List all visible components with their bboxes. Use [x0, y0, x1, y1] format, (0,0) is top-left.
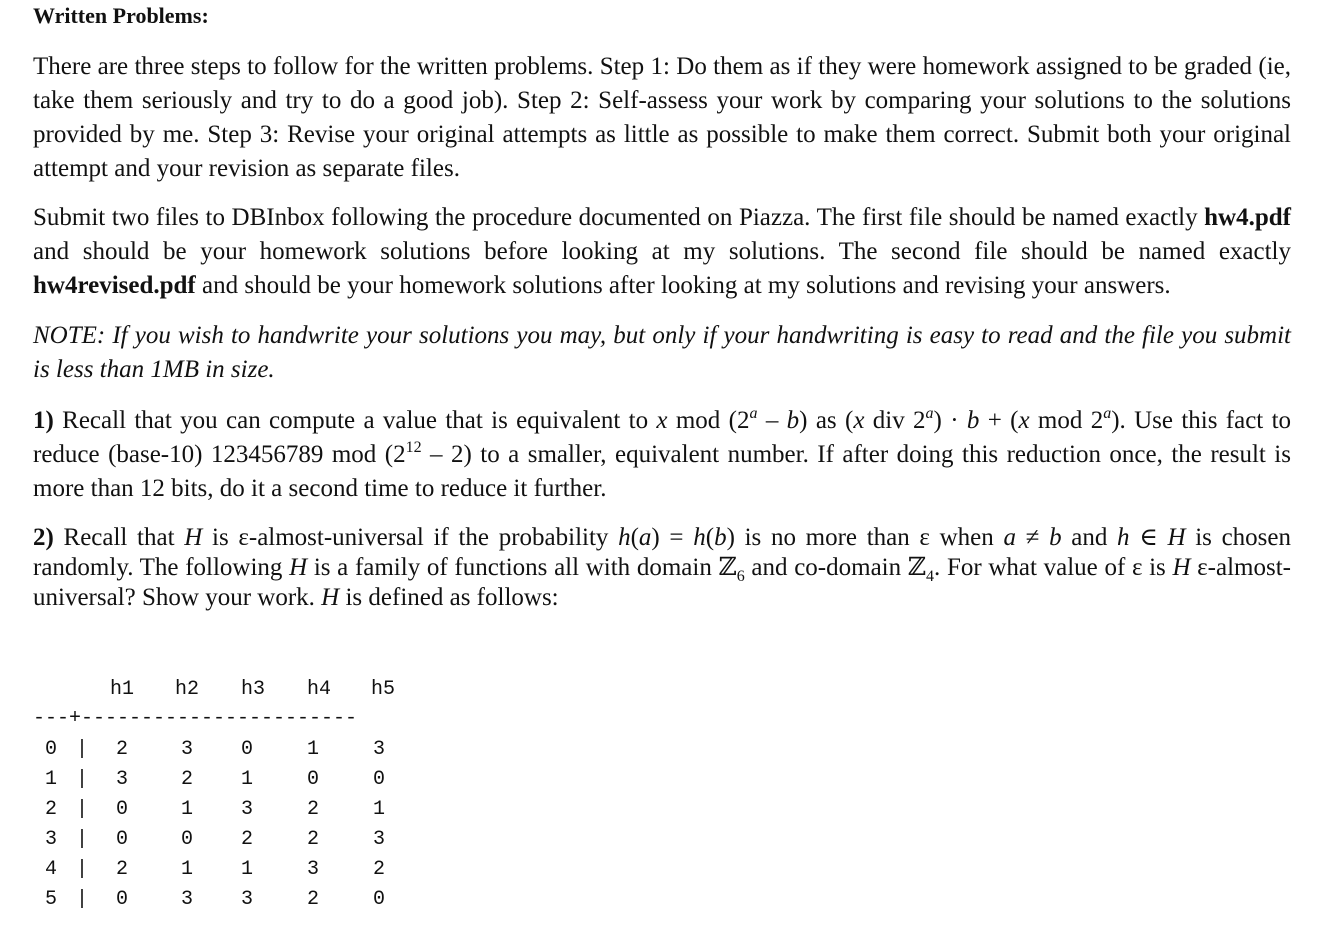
table-cell: 0 [116, 888, 129, 911]
table-row-separator: | [76, 798, 89, 821]
problem-2-text-3: is no more than ε when [734, 524, 1004, 551]
table-cell: 3 [307, 858, 320, 881]
table-row-label: 1 [45, 768, 58, 791]
problem-1-text-4: – 2) to a smaller, equivalent number. If after doing this reduction once, the result is more than 12 bits, do it a second time to reduce it further. [33, 441, 1291, 502]
table-row-separator: | [76, 768, 89, 791]
page-title: Written Problems: [33, 3, 209, 28]
problem-2-text-4: and [1061, 524, 1118, 551]
problem-1: 1) Recall that you can compute a value that is equivalent to x mod (2$^a$ – b) as (x div $2^a) \cdot b + (x$ mod 2$^a$). Use this fact to reduce (base-10) 123456789 mod $(2^{12} - 2)$ to a smaller, equivalent number. If after doing this reduction once, the result is more than 12 bits, do it a second time to reduce it further. [33, 405, 1292, 502]
problem-2-text-8: . For what value of ε is [934, 554, 1173, 581]
table-cell: 1 [307, 738, 320, 761]
table-cell: 0 [241, 738, 254, 761]
table-cell: 2 [181, 768, 194, 791]
table-row-separator: | [76, 888, 89, 911]
problem-2-text-7: and co-domain ℤ [744, 554, 927, 581]
table-header: h3 [241, 678, 266, 701]
table-header: h2 [175, 678, 200, 701]
table-cell: 3 [373, 828, 386, 851]
table-cell: 2 [116, 738, 129, 761]
table-cell: 2 [116, 858, 129, 881]
table-row-label: 3 [45, 828, 58, 851]
problem-2-text-1: Recall that [53, 524, 185, 551]
table-header: h4 [307, 678, 332, 701]
table-cell: 2 [307, 798, 320, 821]
problem-1-exponent: 12 [405, 439, 422, 456]
table-cell: 0 [181, 828, 194, 851]
table-rule: ---+----------------------- [33, 707, 358, 730]
intro-paragraph: There are three steps to follow for the written problems. Step 1: Do them as if they were homework assigned to be graded (ie, take them seriously and try to do a good job). Step 2: Self-assess your work by comparing your solutions to the solutions provided by me. Step 3: Revise your original attempts as little as possible to make them correct. Submit both your original attempt and your revision as separate files. [33, 53, 1291, 182]
problem-1-number: 1) [33, 407, 54, 434]
table-cell: 3 [181, 888, 194, 911]
table-row-label: 5 [45, 888, 58, 911]
filename-hw4: hw4.pdf [1204, 204, 1291, 231]
table-cell: 1 [181, 798, 194, 821]
table-cell: 0 [373, 888, 386, 911]
problem-1-text-1: Recall that you can compute a value that is equivalent to [53, 407, 657, 434]
table-cell: 0 [307, 768, 320, 791]
problem-2-text-2: is ε-almost-universal if the probability [202, 524, 619, 551]
problem-2-text-6: is a family of functions all with domain ℤ [307, 554, 737, 581]
table-cell: 2 [307, 828, 320, 851]
problem-2-number: 2) [33, 524, 54, 551]
problem-1-text-3: ). Use this fact to reduce (base-10) 123456789 mod (2 [33, 407, 1292, 468]
table-row-separator: | [76, 828, 89, 851]
note-paragraph: NOTE: If you wish to handwrite your solutions you may, but only if your handwriting is easy to read and the file you submit is less than 1MB in size. [33, 322, 1291, 383]
problem-1-text-2: as ( [807, 407, 854, 434]
table-cell: 0 [373, 768, 386, 791]
table-cell: 3 [116, 768, 129, 791]
problem-2-text-9: ε-almost-universal? Show your work. [33, 554, 1291, 611]
table-row-label: 0 [45, 738, 58, 761]
table-header: h1 [110, 678, 135, 701]
submission-text-3: and should be your homework solutions after looking at my solutions and revising your answers. [195, 272, 1171, 299]
table-cell: 3 [373, 738, 386, 761]
table-cell: 3 [181, 738, 194, 761]
problem-2-text-5: is chosen randomly. The following [33, 524, 1292, 581]
table-cell: 3 [241, 888, 254, 911]
table-cell: 1 [181, 858, 194, 881]
table-cell: 1 [241, 768, 254, 791]
submission-paragraph [33, 201, 1291, 303]
submission-text-1: Submit two files to DBInbox following the procedure documented on Piazza. The first file should be named exactly [33, 204, 1205, 231]
table-cell: 3 [241, 798, 254, 821]
problem-2-text-10: is defined as follows: [339, 584, 559, 611]
problem-2-sub-6: 6 [736, 568, 745, 585]
table-row-separator: | [76, 738, 89, 761]
table-cell: 2 [307, 888, 320, 911]
document-page [33, 0, 1291, 613]
table-cell: 2 [241, 828, 254, 851]
submission-text-2: and should be your homework solutions before looking at my solutions. The second file should be named exactly [33, 238, 1291, 265]
filename-hw4revised: hw4revised.pdf [33, 272, 196, 299]
table-row-label: 2 [45, 798, 58, 821]
table-cell: 1 [373, 798, 386, 821]
table-row-label: 4 [45, 858, 58, 881]
table-cell: 2 [373, 858, 386, 881]
table-header: h5 [371, 678, 396, 701]
problem-2: 2) Recall that H is ε-almost-universal if the probability h(a) = h(b) is no more than ε when a ≠ b and h ∈ H is chosen randomly. The following H is a family of functions all with domain ℤ$_6$ and co-domain ℤ$_4$. For what value of ε is H ε-almost-universal? Show your work. H is defined as follows: [33, 522, 1292, 611]
table-cell: 0 [116, 798, 129, 821]
problem-2-sub-4: 4 [926, 568, 935, 585]
table-cell: 0 [116, 828, 129, 851]
table-row-separator: | [76, 858, 89, 881]
table-cell: 1 [241, 858, 254, 881]
